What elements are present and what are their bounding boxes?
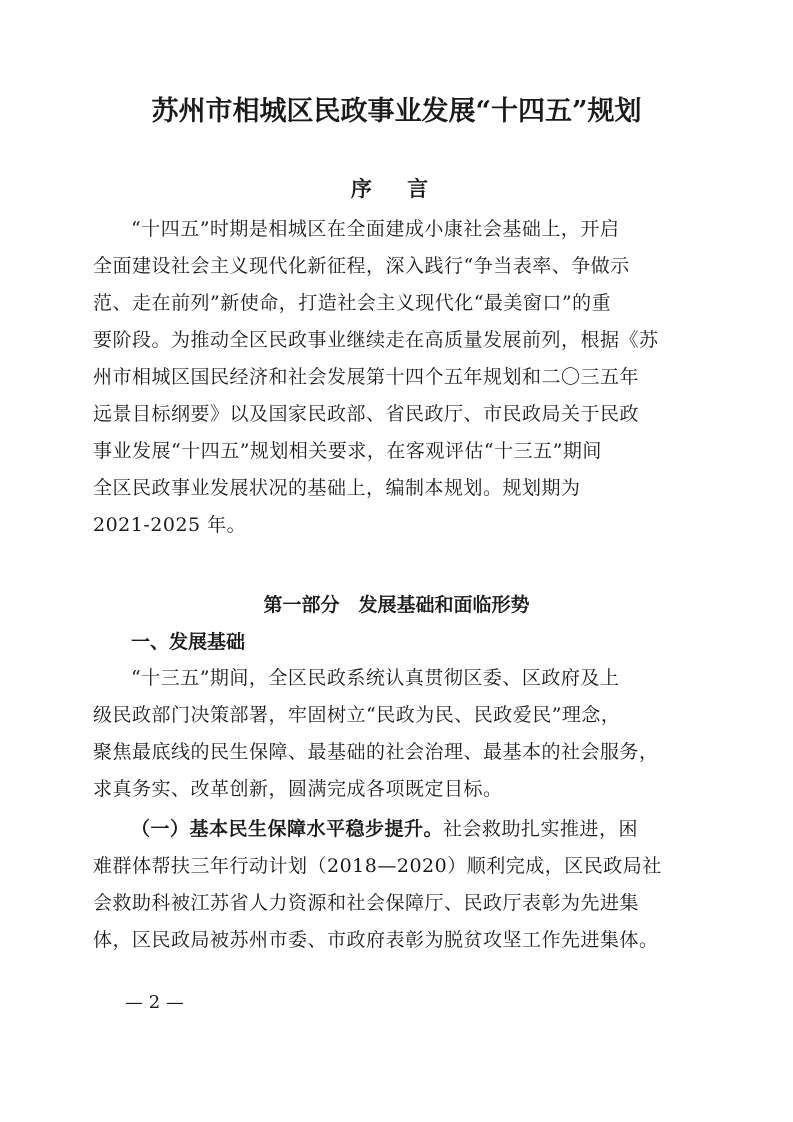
- section-paragraph-2: [93, 811, 701, 959]
- paragraph-2-line-1-text: 社会救助扎实推进，困: [443, 818, 639, 840]
- preface-line-6: 远景目标纲要》以及国家民政部、省民政厅、市民政局关于民政: [93, 403, 640, 425]
- preface-heading: 序 言: [350, 176, 443, 201]
- paragraph-1-line-3: 聚焦最底线的民生保障、最基础的社会治理、最基本的社会服务，: [93, 741, 659, 763]
- preface-line-3: 范、走在前列”新使命，打造社会主义现代化“最美窗口”的重: [93, 292, 612, 314]
- preface-line-1: “十四五”时期是相城区在全面建成小康社会基础上，开启: [131, 218, 620, 240]
- preface-line-5: 州市相城区国民经济和社会发展第十四个五年规划和二〇三五年: [93, 366, 640, 388]
- preface-paragraph: [93, 211, 701, 544]
- subsection-heading: （一）基本民生保障水平稳步提升。: [131, 818, 444, 840]
- paragraph-2-line-2: 难群体帮扶三年行动计划（2018—2020）顺利完成，区民政局社: [93, 855, 662, 877]
- paragraph-2-line-3: 会救助科被江苏省人力资源和社会保障厅、民政厅表彰为先进集: [93, 892, 640, 914]
- paragraph-1-line-4: 求真务实、改革创新，圆满完成各项既定目标。: [93, 778, 503, 800]
- document-title: 苏州市相城区民政事业发展“十四五”规划: [151, 96, 642, 127]
- section-paragraph-1: [93, 660, 701, 808]
- paragraph-2-line-1: [93, 811, 701, 848]
- preface-line-4: 要阶段。为推动全区民政事业继续走在高质量发展前列，根据《苏: [93, 329, 659, 351]
- preface-line-7: 事业发展“十四五”规划相关要求，在客观评估“十三五”期间: [93, 440, 602, 462]
- page-number: — 2 —: [125, 992, 184, 1013]
- paragraph-1-line-2: 级民政部门决策部署，牢固树立“民政为民、民政爱民”理念，: [93, 704, 621, 726]
- preface-line-8: 全区民政事业发展状况的基础上，编制本规划。规划期为: [93, 477, 581, 499]
- preface-line-2: 全面建设社会主义现代化新征程，深入践行“争当表率、争做示: [93, 255, 630, 277]
- paragraph-1-line-1: “十三五”期间，全区民政系统认真贯彻区委、区政府及上: [131, 667, 620, 689]
- paragraph-2-line-4: 体，区民政局被苏州市委、市政府表彰为脱贫攻坚工作先进集体。: [93, 929, 659, 951]
- part-one-heading: 第一部分 发展基础和面临形势: [263, 594, 530, 616]
- section-heading-development-basis: 一、发展基础: [131, 631, 246, 653]
- preface-line-9: 2021-2025 年。: [93, 514, 247, 536]
